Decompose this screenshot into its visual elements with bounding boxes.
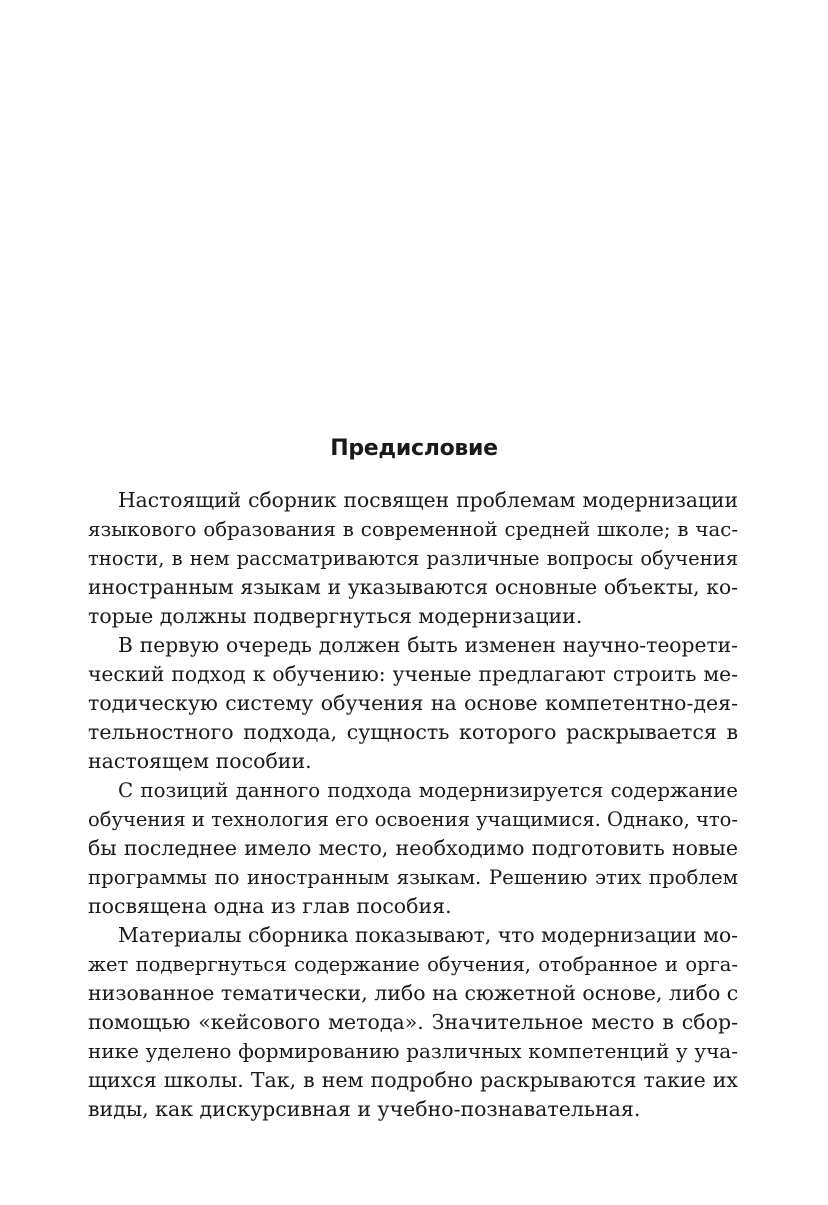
text-line: настоящем пособии. <box>88 749 312 773</box>
text-line: жет подвергнуться содержание обучения, отобранное и орга- <box>88 953 738 976</box>
preface-text <box>88 486 738 1124</box>
text-line: тельностного подхода, сущность которого раскрывается в <box>88 720 738 744</box>
text-line: Настоящий сборник посвящен проблемам модернизации <box>118 488 738 512</box>
text-line: бы последнее имело место, необходимо подготовить новые <box>88 836 738 860</box>
text-line: виды, как дискурсивная и учебно-познавательная. <box>88 1097 641 1121</box>
text-line: щихся школы. Так, в нем подробно раскрываются такие их <box>88 1068 738 1092</box>
text-line: посвящена одна из глав пособия. <box>88 894 452 918</box>
text-line: обучения и технология его освоения учащимися. Однако, что- <box>88 808 738 831</box>
text-line: тодическую систему обучения на основе компетентно-дея- <box>88 691 738 715</box>
page-title: Предисловие <box>330 436 498 461</box>
text-line: языкового образования в современной средней школе; в час- <box>88 518 738 541</box>
text-line: С позиций данного подхода модернизируется содержание <box>118 779 738 802</box>
text-line: иностранным языкам и указываются основные объекты, ко- <box>88 575 738 599</box>
text-line: программы по иностранным языкам. Решению этих проблем <box>88 866 738 889</box>
text-line: низованное тематически, либо на сюжетной основе, либо с <box>88 981 739 1005</box>
text-line: торые должны подвергнуться модернизации. <box>88 604 583 628</box>
text-line: тности, в нем рассматриваются различные вопросы обучения <box>88 547 738 570</box>
text-line: нике уделено формированию различных компетенций у уча- <box>88 1039 738 1063</box>
text-line: ческий подход к обучению: ученые предлагают строить ме- <box>88 662 738 686</box>
text-line: В первую очередь должен быть изменен научно-теорети- <box>118 633 738 657</box>
text-line: помощью «кейсового метода». Значительное место в сбор- <box>88 1010 738 1034</box>
text-line: Материалы сборника показывают, что модернизации мо- <box>118 923 738 947</box>
